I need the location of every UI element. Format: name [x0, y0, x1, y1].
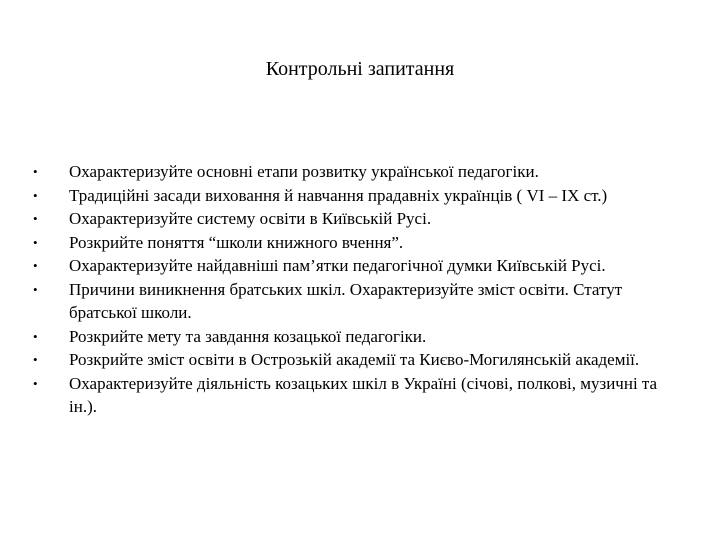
question-item-6 — [33, 278, 673, 325]
question-list — [33, 160, 673, 419]
question-text: Охарактеризуйте діяльність козацьких шкіл в Україні (січові, полкові, музичні та ін.). — [69, 373, 658, 416]
bullet-icon: • — [33, 328, 38, 344]
bullet-icon: • — [33, 352, 38, 367]
slide-title: Контрольні запитання — [265, 58, 455, 80]
question-item-5 — [33, 254, 673, 278]
question-item-3 — [33, 207, 673, 231]
question-text: Причини виникнення братських шкіл. Охарактеризуйте зміст освіти. Статут братської школи. — [69, 279, 623, 322]
question-item-1 — [33, 160, 673, 184]
bullet-icon: • — [33, 211, 38, 226]
question-text: Охарактеризуйте найдавніші пам’ятки педагогічної думки Київській Русі. — [69, 256, 606, 275]
bullet-icon: • — [33, 187, 38, 203]
question-text: Охарактеризуйте систему освіти в Київській Русі. — [69, 209, 432, 228]
question-text: Традиційні засади виховання й навчання прадавніх українців ( VI – IX ст.) — [69, 185, 608, 205]
question-text: Розкрийте мету та завдання козацької педагогіки. — [69, 326, 427, 346]
question-item-4 — [33, 231, 673, 255]
bullet-icon: • — [33, 234, 38, 250]
question-item-7 — [33, 325, 673, 349]
question-text: Охарактеризуйте основні етапи розвитку української педагогіки. — [69, 162, 539, 181]
question-item-8 — [33, 348, 673, 372]
question-text: Розкрийте зміст освіти в Острозькій академії та Києво-Могилянській академії. — [69, 350, 640, 369]
bullet-icon: • — [33, 258, 38, 273]
question-item-2 — [33, 184, 673, 208]
bullet-icon: • — [33, 281, 38, 297]
question-text: Розкрийте поняття “школи книжного вчення”. — [69, 232, 404, 252]
bullet-icon: • — [33, 375, 38, 391]
question-item-9 — [33, 372, 673, 419]
bullet-icon: • — [33, 164, 38, 179]
